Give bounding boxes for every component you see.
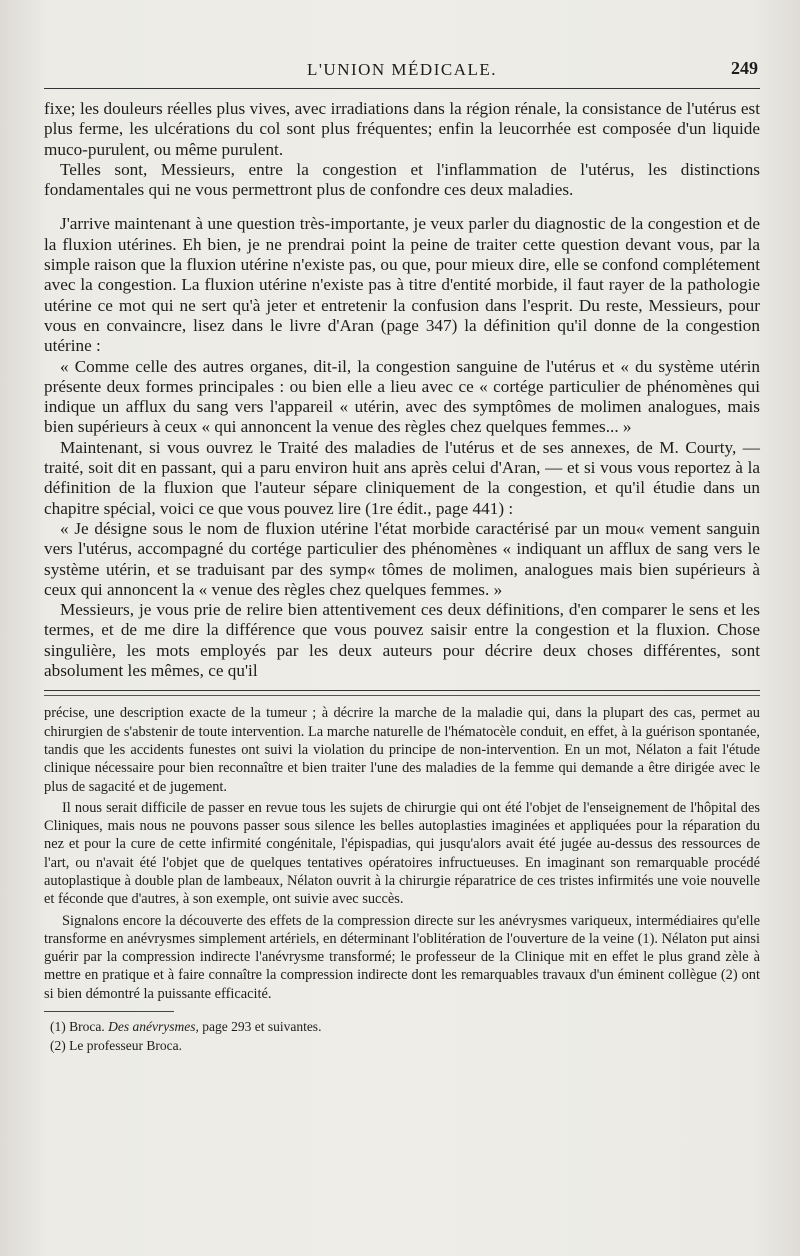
feuilleton-paragraph-hematocele: précise, une description exacte de la tumeur ; à décrire la marche de la maladie qui, dans la plupart des cas, permet au chirurgien de s'abstenir de toute intervention. La marche naturelle de l'hématocèle conduit, en effet, à la guérison spontanée, tandis que les accidents funestes ont suivi la violation du principe de non-intervention. En un mot, Nélaton a fait l'étude clinique nécessaire pour bien reconnaître et bien traiter l'une des maladies de la femme qui demande a être dirigée avec le plus de sagacité et de jugement. [44, 705, 760, 795]
footnote-1-number: (1) [50, 1019, 66, 1035]
paragraph-inflammation-signs: fixe; les douleurs réelles plus vives, avec irradiations dans la région rénale, la consistance de l'utérus est plus ferme, les ulcérations du col sont plus fréquentes; enfin la leucorrhée est composée d'un liquide muco-purulent, ou même purulent. [44, 99, 760, 159]
paragraph-courty: Maintenant, si vous ouvrez le Traité des maladies de l'utérus et de ses annexes, de M. Courty, — traité, soit dit en passant, qui a paru environ huit ans après celui d'Aran, — et si vous vous reportez à la définition de la fluxion que l'auteur sépare cliniquement de la congestion, et qu'il étudie dans un chapitre spécial, voici ce que vous pouvez lire (1re édit., page 441) : [44, 437, 760, 518]
journal-title: L'UNION MÉDICALE. [306, 60, 498, 79]
footnote-rule [44, 1011, 174, 1012]
running-head [44, 54, 760, 89]
quote-courty: « Je désigne sous le nom de fluxion utérine l'état morbide caractérisé par un mou« vement sanguin vers l'utérus, accompagné du cortége particulier des phénomènes « indiquant un afflux de sang vers le système utérin, et se traduisant par des symp« tômes de molimen, analogues mais bien supérieurs à ceux qui annoncent la « venue des règles chez quelques femmes. » [44, 518, 760, 599]
footnote-1-title: Des anévrysmes, [108, 1019, 199, 1035]
footnote-2-text: Le professeur Broca. [69, 1038, 182, 1054]
quote-aran: « Comme celle des autres organes, dit-il, la congestion sanguine de l'utérus et « du système utérin présente deux formes principales : ou bien elle a lieu avec ce « cortége particulier de phénomènes qui indique un afflux du sang vers l'appareil « utérin, avec des symptômes de molimen analogues, mais bien supérieurs à ceux « qui annoncent la venue des règles chez quelques femmes... » [44, 356, 760, 437]
paragraph-fluxion-question: J'arrive maintenant à une question très-importante, je veux parler du diagnostic de la congestion et de la fluxion utérines. Eh bien, je ne prendrai point la peine de traiter cette question devant vous, par la simple raison que la fluxion utérine n'existe pas, ou que, pour mieux dire, elle se confond complétement avec la congestion. La fluxion utérine n'existe pas à titre d'entité morbide, il faut rayer de la pathologie utérine ce mot qui ne sert qu'à jeter et entretenir la confusion dans l'esprit. Du reste, Messieurs, pour vous en convaincre, lisez dans le livre d'Aran (page 347) la définition qu'il donne de la congestion utérine : [44, 214, 760, 356]
footnote-1-author: Broca. [69, 1019, 105, 1035]
page-number: 249 [731, 58, 758, 78]
feuilleton-separator [44, 690, 760, 696]
paragraph-compare-definitions: Messieurs, je vous prie de relire bien attentivement ces deux définitions, d'en comparer le sens et les termes, et de me dire la différence que vous pouvez saisir entre la congestion et la fluxion. Chose singulière, les mots employés par les deux auteurs pour décrire deux choses différentes, sont absolument les mêmes, ce qu'il [44, 600, 760, 681]
main-article [44, 99, 760, 681]
footnote-1-rest: page 293 et suivantes. [202, 1019, 322, 1035]
footnote-1 [50, 1018, 760, 1035]
feuilleton-paragraph-compression: Signalons encore la découverte des effets de la compression directe sur les anévrysmes variqueux, intermédiaires qu'elle transforme en anévrysmes simplement artériels, en déterminant l'oblitération de l'ouverture de la veine (1). Nélaton put ainsi guérir par la compression indirecte l'anévrysme transformé; le professeur de la Clinique mit en effet le plus grand zèle à mettre en pratique et à faire connaître la compression indirecte dont les remarquables travaux d'un éminent collègue (2) ont si bien démontré la puissante efficacité. [44, 912, 760, 1002]
feuilleton-section [44, 704, 760, 1003]
footnote-2 [50, 1037, 760, 1054]
feuilleton-paragraph-autoplasty: Il nous serait difficile de passer en revue tous les sujets de chirurgie qui ont été l'objet de l'enseignement de l'hôpital des Cliniques, mais nous ne pouvons passer sous silence les belles autoplasties imaginées et appliquées pour la réparation du nez et pour la cure de cette infirmité congénitale, l'épispadias, qui jusqu'alors avait été jugée au-dessus des ressources de l'art, ou n'avait été l'objet que de quelques tentatives opératoires infructueuses. En imaginant son remarquable procédé autoplastique à double plan de lambeaux, Nélaton ouvrit à la chirurgie réparatrice de ces tristes infirmités une voie nouvelle et féconde que d'autres, à son exemple, ont suivie avec succès. [44, 799, 760, 908]
footnotes [44, 1018, 760, 1054]
footnote-2-number: (2) [50, 1038, 66, 1054]
paragraph-distinctions: Telles sont, Messieurs, entre la congestion et l'inflammation de l'utérus, les distinctions fondamentales qui ne vous permettront plus de confondre ces deux maladies. [44, 159, 760, 200]
